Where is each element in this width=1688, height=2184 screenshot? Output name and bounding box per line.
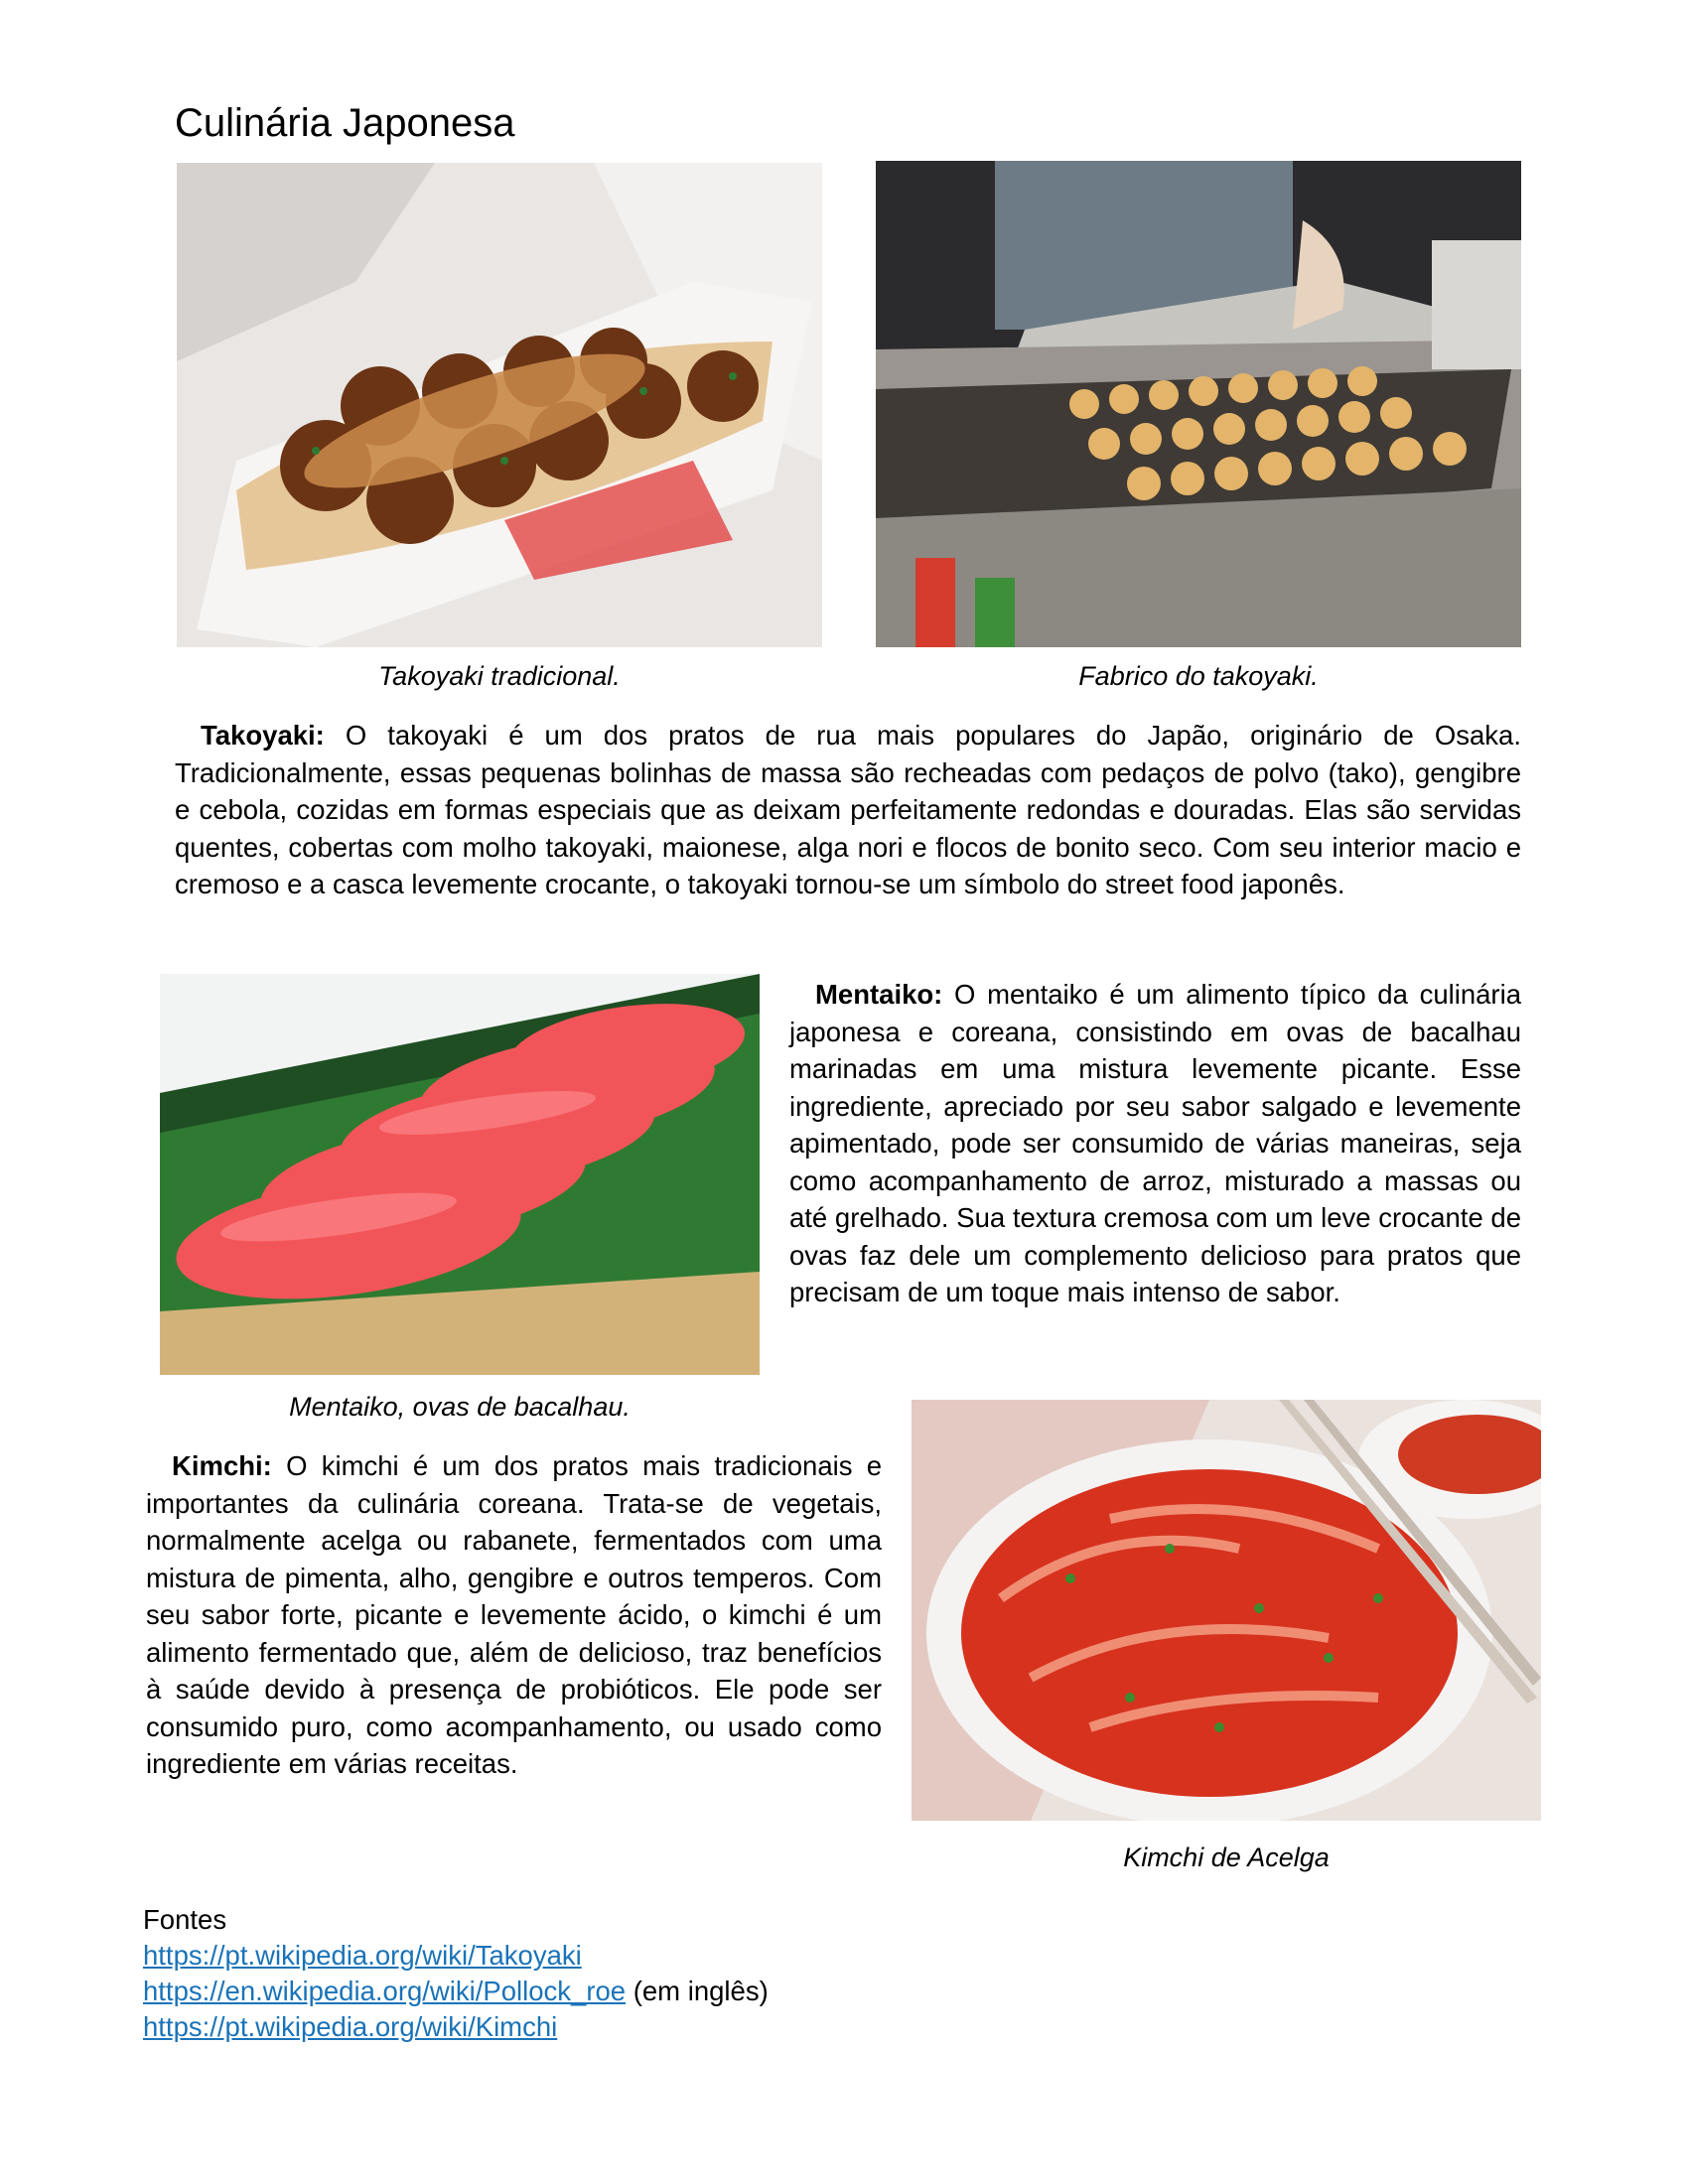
mentaiko-caption: Mentaiko, ovas de bacalhau.	[289, 1392, 631, 1422]
takoyaki-grill-photo	[876, 161, 1521, 647]
takoyaki-paragraph	[175, 717, 1521, 903]
kimchi-paragraph	[146, 1447, 882, 1783]
source-link-pollock-roe[interactable]: https://en.wikipedia.org/wiki/Pollock_roe	[143, 1976, 627, 2006]
kimchi-body: O kimchi é um dos pratos mais tradicionais e importantes da culinária coreana. Trata-se de vegetais, normalmente acelga ou rabanete, fermentados com uma mistura de pimenta, alho, gengibre e outros temperos. Com seu sabor forte, picante e levemente ácido, o kimchi é um alimento fermentado que, além de delicioso, traz benefícios à saúde devido à presença de probióticos. Ele pode ser consumido puro, como acompanhamento, ou usado como ingrediente em várias receitas.	[146, 1450, 882, 1779]
sources-list	[143, 1902, 769, 2045]
mentaiko-body: O mentaiko é um alimento típico da culinária japonesa e coreana, consistindo em ovas de bacalhau marinadas em uma mistura levemente picante. Esse ingrediente, apreciado por seu sabor salgado e levemente apimentado, pode ser consumido de várias maneiras, seja como acompanhamento de arroz, misturado a massas ou até grelhado. Sua textura cremosa com um leve crocante de ovas faz dele um complemento delicioso para pratos que precisam de um toque mais intenso de sabor.	[789, 979, 1521, 1307]
takoyaki-body: O takoyaki é um dos pratos de rua mais populares do Japão, originário de Osaka. Tradicionalmente, essas pequenas bolinhas de massa são recheadas com pedaços de polvo (tako), gengibre e cebola, cozidas em formas especiais que as deixam perfeitamente redondas e douradas. Elas são servidas quentes, cobertas com molho takoyaki, maionese, alga nori e flocos de bonito seco. Com seu interior macio e cremoso e a casca levemente crocante, o takoyaki tornou-se um símbolo do street food japonês.	[175, 720, 1521, 899]
source-link-takoyaki[interactable]: https://pt.wikipedia.org/wiki/Takoyaki	[143, 1940, 582, 1971]
mentaiko-paragraph	[789, 976, 1521, 1311]
mentaiko-heading: Mentaiko:	[815, 979, 943, 1010]
takoyaki-plate-photo	[177, 163, 822, 647]
kimchi-caption: Kimchi de Acelga	[1123, 1843, 1330, 1872]
takoyaki-plate-caption: Takoyaki tradicional.	[378, 661, 621, 691]
source-row	[143, 1974, 769, 2009]
takoyaki-grill-caption: Fabrico do takoyaki.	[1078, 661, 1319, 691]
source-row	[143, 2009, 769, 2045]
mentaiko-photo	[160, 974, 760, 1375]
source-row	[143, 1938, 769, 1974]
kimchi-photo	[912, 1400, 1541, 1821]
takoyaki-heading: Takoyaki:	[201, 720, 325, 751]
source-link-kimchi[interactable]: https://pt.wikipedia.org/wiki/Kimchi	[143, 2011, 558, 2042]
kimchi-heading: Kimchi:	[172, 1450, 272, 1481]
page-title: Culinária Japonesa	[175, 101, 515, 145]
source-suffix: (em inglês)	[626, 1976, 769, 2006]
sources-label: Fontes	[143, 1904, 227, 1935]
